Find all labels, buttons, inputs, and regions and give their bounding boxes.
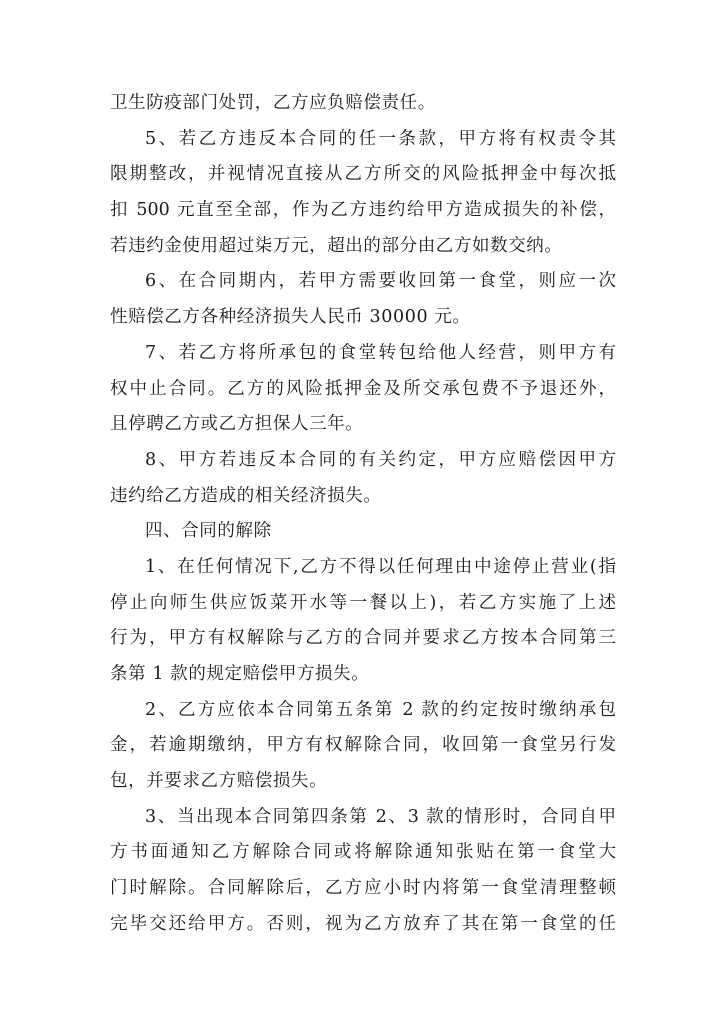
section-heading-termination: 四、合同的解除 <box>145 521 272 542</box>
clause-6-line-1: 6、在合同期内，若甲方需要收回第一食堂，则应一次 <box>145 271 616 292</box>
clause-7-line-2: 权中止合同。乙方的风险抵押金及所交承包费不予退还外， <box>110 378 616 399</box>
termination-3-line-3: 门时解除。合同解除后，乙方应小时内将第一食堂清理整顿 <box>110 878 616 899</box>
clause-5-line-2: 限期整改，并视情况直接从乙方所交的风险抵押金中每次抵 <box>110 164 616 185</box>
clause-8-line-1: 8、甲方若违反本合同的有关约定，甲方应赔偿因甲方 <box>145 449 616 470</box>
termination-1-line-2: 停止向师生供应饭菜开水等一餐以上)，若乙方实施了上述 <box>110 592 616 613</box>
termination-3-line-4: 完毕交还给甲方。否则，视为乙方放弃了其在第一食堂的任 <box>110 913 616 934</box>
text-line-1: 卫生防疫部门处罚，乙方应负赔偿责任。 <box>110 93 436 113</box>
termination-1-line-4: 条第 1 款的规定赔偿甲方损失。 <box>110 664 370 684</box>
termination-3-line-2: 方书面通知乙方解除合同或将解除通知张贴在第一食堂大 <box>110 842 616 863</box>
termination-2-line-1: 2、乙方应依本合同第五条第 2 款的约定按时缴纳承包 <box>145 699 616 720</box>
termination-2-line-2: 金，若逾期缴纳，甲方有权解除合同，收回第一食堂另行发 <box>110 735 616 756</box>
clause-5-line-3: 扣 500 元直至全部，作为乙方违约给甲方造成损失的补偿， <box>110 200 616 221</box>
termination-1-line-1: 1、在任何情况下,乙方不得以任何理由中途停止营业(指 <box>145 556 616 577</box>
clause-5-line-4: 若违约金使用超过柒万元，超出的部分由乙方如数交纳。 <box>110 235 563 256</box>
termination-1-line-3: 行为，甲方有权解除与乙方的合同并要求乙方按本合同第三 <box>110 628 616 649</box>
clause-7-line-3: 且停聘乙方或乙方担保人三年。 <box>110 414 364 435</box>
contract-text-body <box>110 86 616 943</box>
clause-8-line-2: 违约给乙方造成的相关经济损失。 <box>110 485 382 506</box>
termination-2-line-3: 包，并要求乙方赔偿损失。 <box>110 771 328 792</box>
clause-6-line-2: 性赔偿乙方各种经济损失人民币 30000 元。 <box>110 307 471 328</box>
clause-7-line-1: 7、若乙方将所承包的食堂转包给他人经营，则甲方有 <box>145 342 616 363</box>
termination-3-line-1: 3、当出现本合同第四条第 2、3 款的情形时，合同自甲 <box>145 806 616 827</box>
clause-5-line-1: 5、若乙方违反本合同的任一条款，甲方将有权责令其 <box>145 128 616 149</box>
